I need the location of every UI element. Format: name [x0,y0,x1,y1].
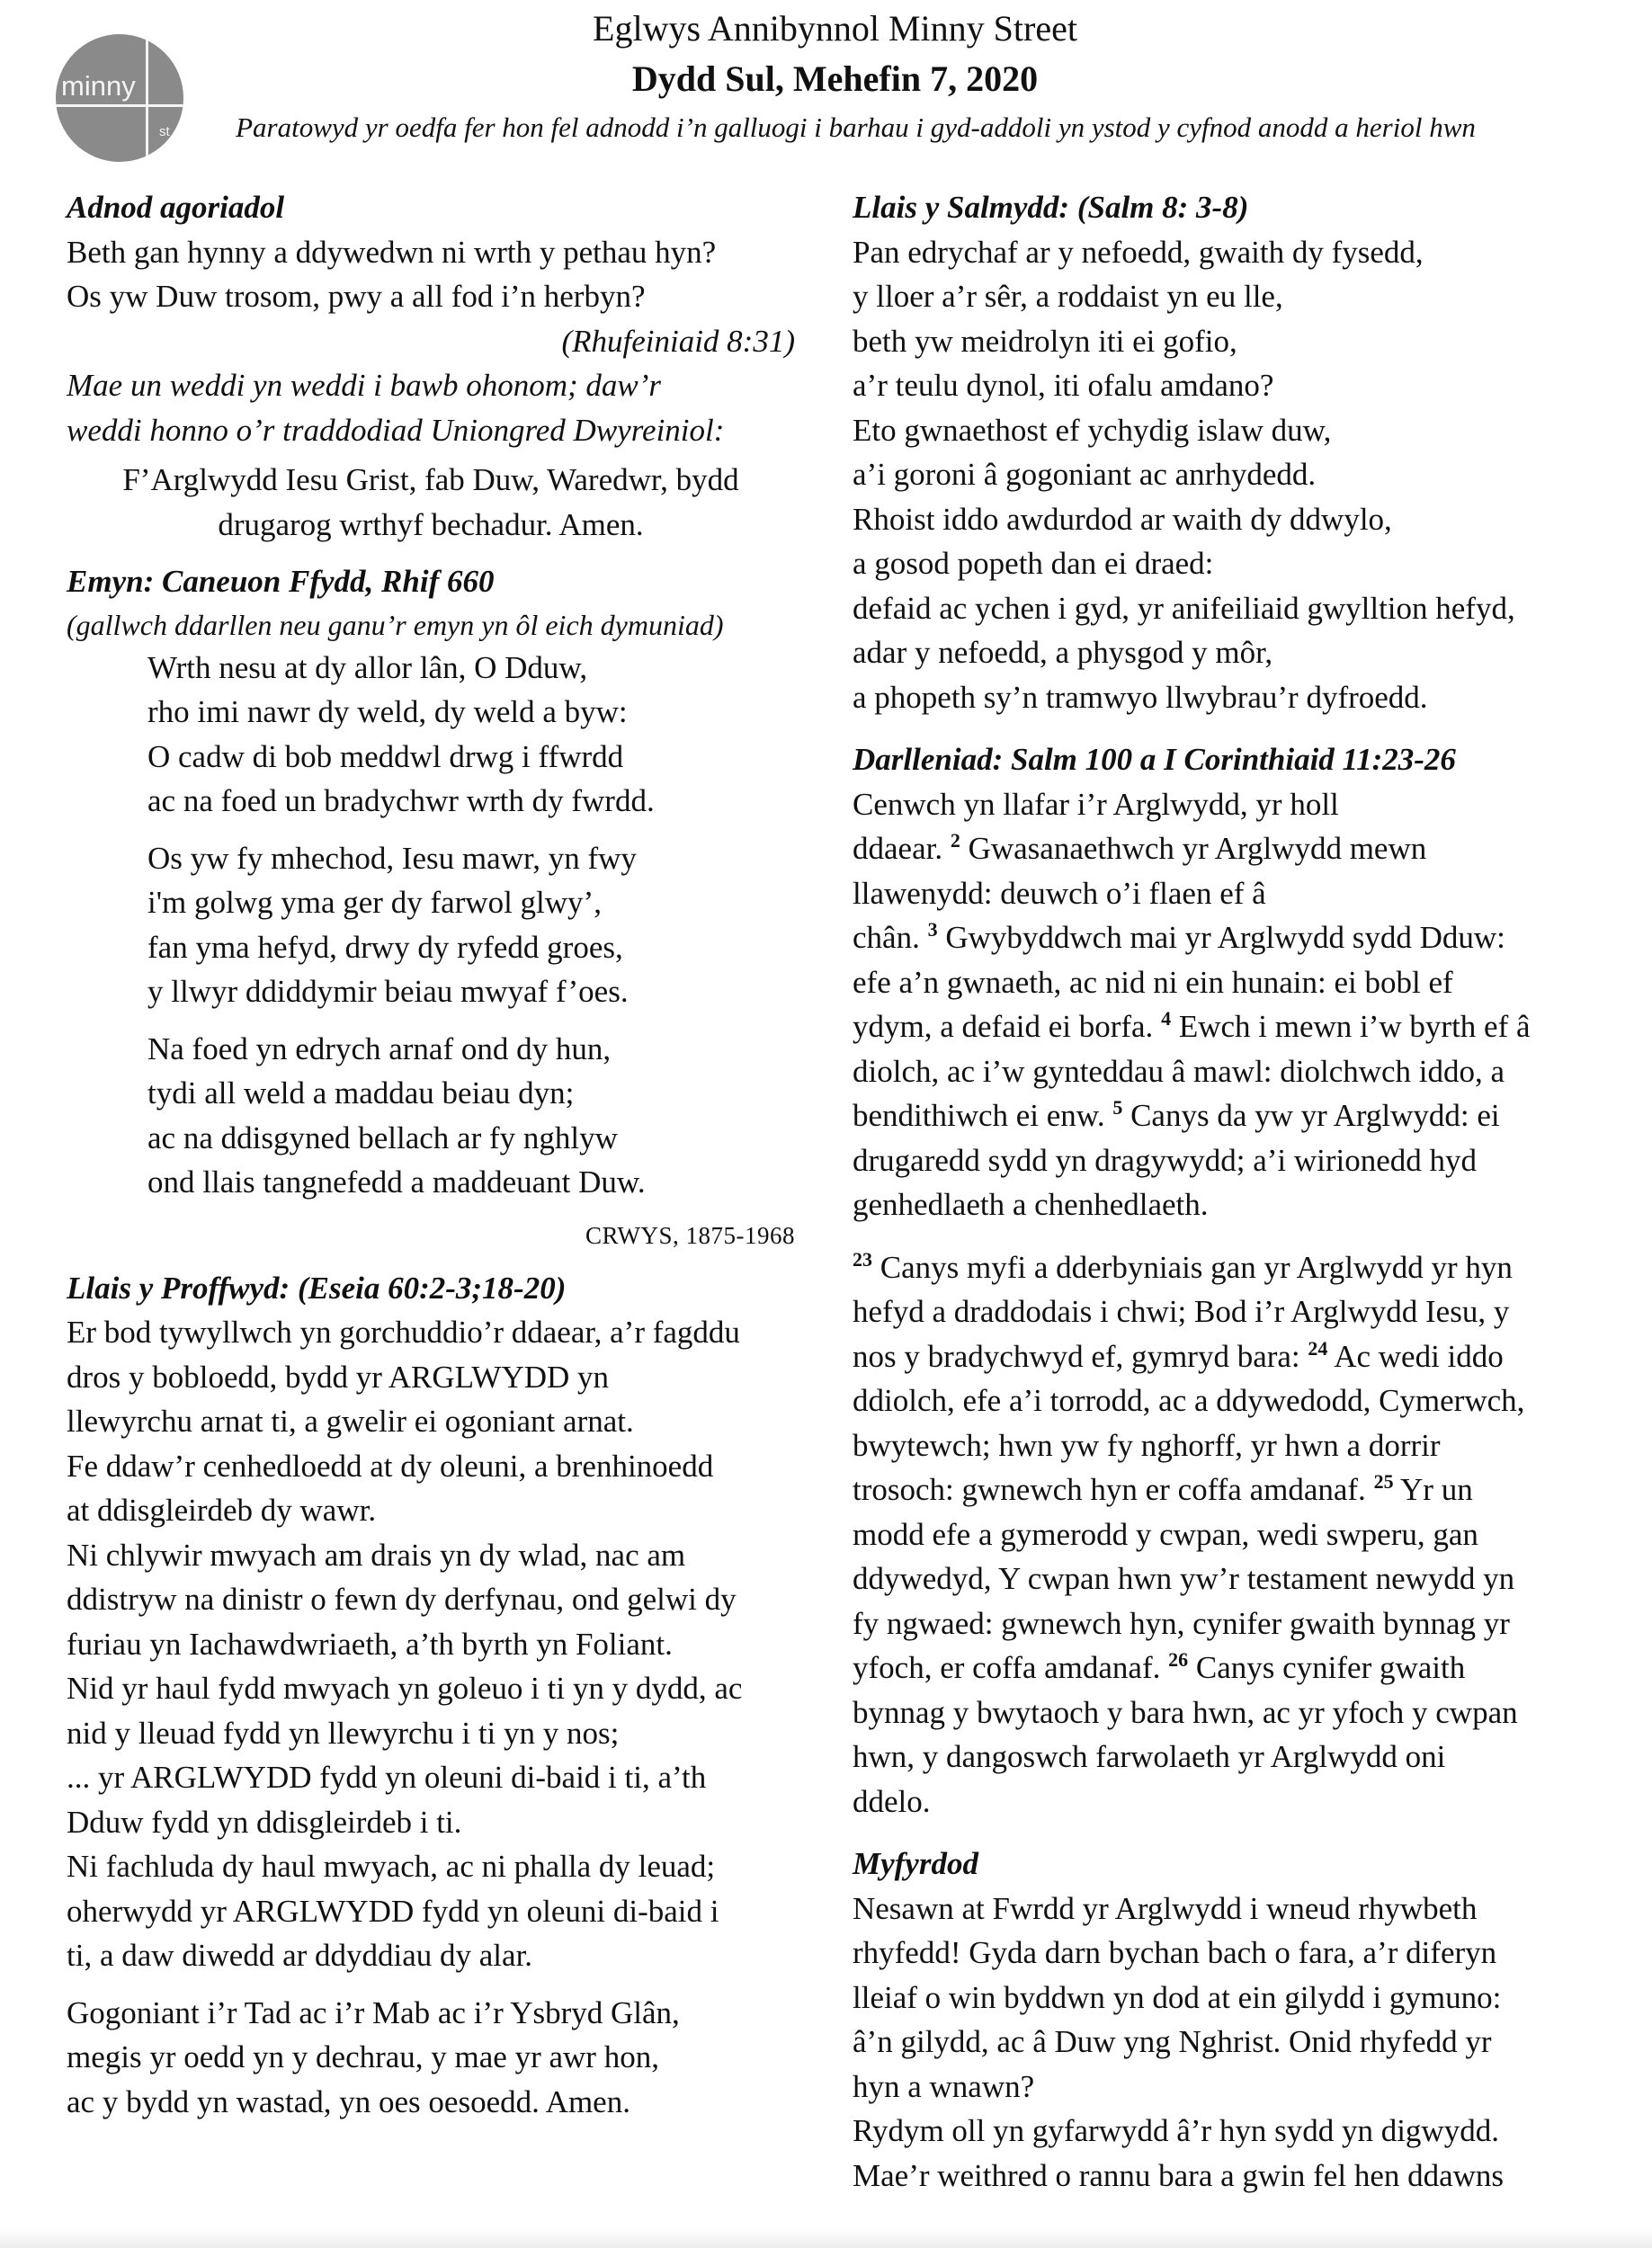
psalm-line: y lloer a’r sêr, a roddaist yn eu lle, [853,279,1283,314]
hymn-line: Wrth nesu at dy allor lân, O Dduw, [147,649,588,685]
gloria-line: Gogoniant i’r Tad ac i’r Mab ac i’r Ysbryd Glân, [67,1994,680,2030]
verse-number: 2 [950,829,960,852]
reflection-line: hyn a wnawn? [853,2068,1035,2104]
prophet-line: Nid yr haul fydd mwyach yn goleuo i ti yn y dydd, ac [67,1671,743,1706]
reading-line [853,1245,1590,1290]
verse-number: 3 [927,918,938,941]
prayer-intro-line: Mae un weddi yn weddi i bawb ohonom; daw’r [67,368,662,403]
reading-text: Canys myfi a dderbyniais gan yr Arglwydd yr hyn [872,1249,1513,1285]
reading-line [853,1735,1590,1780]
prophet-line: oherwydd yr ARGLWYDD fydd yn oleuni di-baid i [67,1893,719,1929]
psalm-line: Eto gwnaethost ef ychydig islaw duw, [853,412,1332,448]
psalm-line: beth yw meidrolyn iti ei gofio, [853,323,1237,359]
reflection-line: Nesawn at Fwrdd yr Arglwydd i wneud rhywbeth [853,1890,1478,1926]
reading-text: ddaear. [853,831,951,866]
reading-section [853,737,1590,1824]
opening-line: Os yw Duw trosom, pwy a all fod i’n herbyn? [67,279,646,314]
left-column [67,185,795,2136]
reflection-line: â’n gilydd, ac â Duw yng Nghrist. Onid rhyfedd yr [853,2024,1492,2059]
reading-line [853,1646,1590,1690]
hymn-line: O cadw di bob meddwl drwg i ffwrdd [147,738,624,774]
reading-line [853,1334,1590,1379]
right-column [853,185,1590,2210]
gloria-line: ac y bydd yn wastad, yn oes oesoedd. Amen. [67,2083,630,2119]
reading-line [853,1004,1590,1049]
hymn-line: tydi all weld a maddau beiau dyn; [147,1075,575,1111]
reading-line [853,1690,1590,1735]
psalm-line: defaid ac ychen i gyd, yr anifeiliaid gwylltion hefyd, [853,590,1515,626]
verse-number: 26 [1168,1648,1189,1671]
prophet-line: Er bod tywyllwch yn gorchuddio’r ddaear, a’r fagddu [67,1315,740,1350]
hymn-line: ond llais tangnefedd a maddeuant Duw. [147,1164,646,1200]
prophet-line: ... yr ARGLWYDD fydd yn oleuni di-baid i ti, a’th [67,1760,707,1795]
reading-text: nos y bradychwyd ef, gymryd bara: [853,1338,1308,1374]
prophet-line: dros y bobloedd, bydd yr ARGLWYDD yn [67,1359,610,1395]
hymn-line: Na foed yn edrych arnaf ond dy hun, [147,1030,612,1066]
logo-small-text: st [159,124,170,139]
reading-line [853,1512,1590,1557]
reading-text: llawenydd: deuwch o’i flaen ef â [853,875,1266,911]
reading-text: modd efe a gymerodd y cwpan, wedi swperu, gan [853,1516,1478,1552]
reading-text: fy ngwaed: gwnewch hyn, cynifer gwaith bynnag yr [853,1605,1510,1641]
psalmist-section [853,185,1590,719]
prophet-line: ti, a daw diwedd ar ddyddiau dy alar. [67,1938,533,1973]
prophet-line: ddistryw na dinistr o fewn dy derfynau, ond gelwi dy [67,1582,737,1617]
opening-line: Beth gan hynny a ddywedwn ni wrth y pethau hyn? [67,234,717,270]
psalm-100-text [853,782,1590,1227]
reading-text: ydym, a defaid ei borfa. [853,1009,1162,1044]
prophet-heading: Llais y Proffwyd: (Eseia 60:2-3;18-20) [67,1270,567,1306]
gloria-section [67,1991,795,2125]
psalm-line: a phopeth sy’n tramwyo llwybrau’r dyfroedd. [853,679,1428,715]
reading-text: bendithiwch ei enw. [853,1098,1113,1133]
psalm-line: Pan edrychaf ar y nefoedd, gwaith dy fysedd, [853,234,1424,270]
hymn-line: ac na foed un bradychwr wrth dy fwrdd. [147,783,655,818]
corinthians-text [853,1245,1590,1824]
reflection-section [853,1842,1590,2198]
reading-line [853,1289,1590,1334]
hymn-section [67,559,795,1253]
reading-line [853,915,1590,960]
reading-heading: Darlleniad: Salm 100 a I Corinthiaid 11:23-26 [853,742,1456,777]
reading-text: Cenwch yn llafar i’r Arglwydd, yr holl [853,786,1339,822]
reading-text: hwn, y dangoswch farwolaeth yr Arglwydd oni [853,1739,1446,1774]
hymn-line: i'm golwg yma ger dy farwol glwy’, [147,885,602,920]
hymn-heading: Emyn: Caneuon Ffydd, Rhif 660 [67,564,495,599]
opening-heading: Adnod agoriadol [67,190,285,225]
reading-text: ddiolch, efe a’i torrodd, ac a ddywedodd, Cymerwch, [853,1383,1525,1418]
reading-line [853,1049,1590,1094]
hymn-line: fan yma hefyd, drwy dy ryfedd groes, [147,929,623,965]
reading-text: drugaredd sydd yn dragywydd; a’i wirionedd hyd [853,1142,1478,1178]
psalm-line: adar y nefoedd, a physgod y môr, [853,635,1273,670]
reading-line [853,1780,1590,1824]
prayer-intro-line: weddi honno o’r traddodiad Uniongred Dwyreiniol: [67,412,725,448]
reflection-line: lleiaf o win byddwn yn dod at ein gilydd i gymuno: [853,1979,1502,2015]
page-bottom-shadow [0,2228,1652,2248]
prayer-line: F’Arglwydd Iesu Grist, fab Duw, Waredwr, bydd [122,462,739,497]
reading-text: bynnag y bwytaoch y bara hwn, ac yr yfoch y cwpan [853,1694,1518,1730]
prophet-paragraph [67,1533,795,1667]
reading-text: Canys da yw yr Arglwydd: ei [1122,1098,1500,1133]
prophet-line: nid y lleuad fydd yn llewyrchu i ti yn y nos; [67,1715,620,1751]
reading-line [853,871,1590,916]
reading-line [853,1138,1590,1183]
tagline: Paratowyd yr oedfa fer hon fel adnodd i’n galluogi i barhau i gyd-addoli yn ystod y cyfnod anodd a heriol hwn [236,112,1476,143]
reading-line [853,1182,1590,1227]
reading-line [853,1378,1590,1423]
prophet-section [67,1266,795,1978]
prophet-line: Fe ddaw’r cenhedloedd at dy oleuni, a brenhinoedd [67,1448,714,1484]
verse-number: 24 [1308,1336,1328,1360]
prophet-line: at ddisgleirdeb dy wawr. [67,1493,377,1528]
opening-citation: (Rhufeiniaid 8:31) [561,323,795,359]
reading-line [853,960,1590,1005]
reading-line [853,1093,1590,1138]
reading-text: Canys cynifer gwaith [1188,1650,1466,1685]
hymn-line: ac na ddisgyned bellach ar fy nghlyw [147,1120,618,1155]
reading-text: ddelo. [853,1783,931,1819]
hymn-line: Os yw fy mhechod, Iesu mawr, yn fwy [147,840,637,876]
logo-wordmark: minny [61,70,136,102]
prophet-paragraph [67,1666,795,1844]
reading-text: Yr un [1393,1472,1473,1507]
reading-text: hefyd a draddodais i chwi; Bod i’r Arglwydd Iesu, y [853,1294,1510,1329]
gloria-line: megis yr oedd yn y dechrau, y mae yr awr hon, [67,2039,659,2074]
psalm-line: a’r teulu dynol, iti ofalu amdano? [853,368,1274,403]
reading-text: chân. [853,920,928,955]
prophet-paragraph [67,1310,795,1444]
opening-section [67,185,795,547]
hymn-line: y llwyr ddiddymir beiau mwyaf f’oes. [147,974,629,1009]
hymn-verse [67,1027,795,1205]
reflection-line: rhyfedd! Gyda darn bychan bach o fara, a’r diferyn [853,1935,1497,1970]
reading-line [853,782,1590,827]
reading-line [853,1467,1590,1512]
logo-cross-horizontal [56,104,183,107]
reading-text: diolch, ac i’w gynteddau â mawl: diolchwch iddo, a [853,1053,1505,1089]
verse-number: 4 [1161,1007,1172,1030]
reading-text: ddywedyd, Y cwpan hwn yw’r testament newydd yn [853,1561,1515,1596]
reflection-line: Mae’r weithred o rannu bara a gwin fel hen ddawns [853,2157,1505,2193]
reading-text: Gwybyddwch mai yr Arglwydd sydd Dduw: [937,920,1505,955]
hymn-line: rho imi nawr dy weld, dy weld a byw: [147,694,628,729]
prophet-paragraph [67,1844,795,1978]
hymn-note: (gallwch ddarllen neu ganu’r emyn yn ôl eich dymuniad) [67,608,724,641]
verse-number: 23 [853,1247,872,1271]
prophet-line: Ni fachluda dy haul mwyach, ac ni phalla dy leuad; [67,1849,716,1884]
prophet-line: llewyrchu arnat ti, a gwelir ei ogoniant arnat. [67,1404,634,1439]
hymn-verse [67,836,795,1014]
psalm-line: a’i goroni â gogoniant ac anrhydedd. [853,457,1317,492]
reading-text: Gwasanaethwch yr Arglwydd mewn [960,831,1427,866]
reflection-heading: Myfyrdod [853,1846,978,1881]
reading-text: trosoch: gwnewch hyn er coffa amdanaf. [853,1472,1374,1507]
reading-line [853,1601,1590,1646]
service-date: Dydd Sul, Mehefin 7, 2020 [631,58,1039,99]
prophet-line: Dduw fydd yn ddisgleirdeb i ti. [67,1804,462,1840]
prayer-line: drugarog wrthyf bechadur. Amen. [218,506,644,542]
reading-text: Ac wedi iddo [1327,1338,1504,1374]
verse-number: 5 [1112,1096,1123,1119]
reading-text: yfoch, er coffa amdanaf. [853,1650,1169,1685]
prophet-line: Ni chlywir mwyach am drais yn dy wlad, nac am [67,1537,686,1573]
hymn-verse [67,646,795,824]
verse-number: 25 [1373,1470,1394,1493]
psalm-line: Rhoist iddo awdurdod ar waith dy ddwylo, [853,501,1392,537]
psalmist-heading: Llais y Salmydd: (Salm 8: 3-8) [853,190,1249,225]
reflection-line: Rydym oll yn gyfarwydd â’r hyn sydd yn digwydd. [853,2113,1499,2148]
reading-line [853,1423,1590,1468]
reading-text: Ewch i mewn i’w byrth ef â [1171,1009,1531,1044]
church-name: Eglwys Annibynnol Minny Street [593,8,1077,49]
prophet-line: furiau yn Iachawdwriaeth, a’th byrth yn Foliant. [67,1626,673,1662]
prophet-paragraph [67,1444,795,1533]
reading-line [853,1557,1590,1601]
reading-text: genhedlaeth a chenhedlaeth. [853,1187,1209,1222]
reading-line [853,826,1590,871]
psalm-line: a gosod popeth dan ei draed: [853,546,1214,581]
hymn-credit: CRWYS, 1875-1968 [585,1221,795,1249]
reading-text: bwytewch; hwn yw fy nghorff, yr hwn a dorrir [853,1427,1441,1463]
reading-text: efe a’n gwnaeth, ac nid ni ein hunain: ei bobl ef [853,964,1453,1000]
